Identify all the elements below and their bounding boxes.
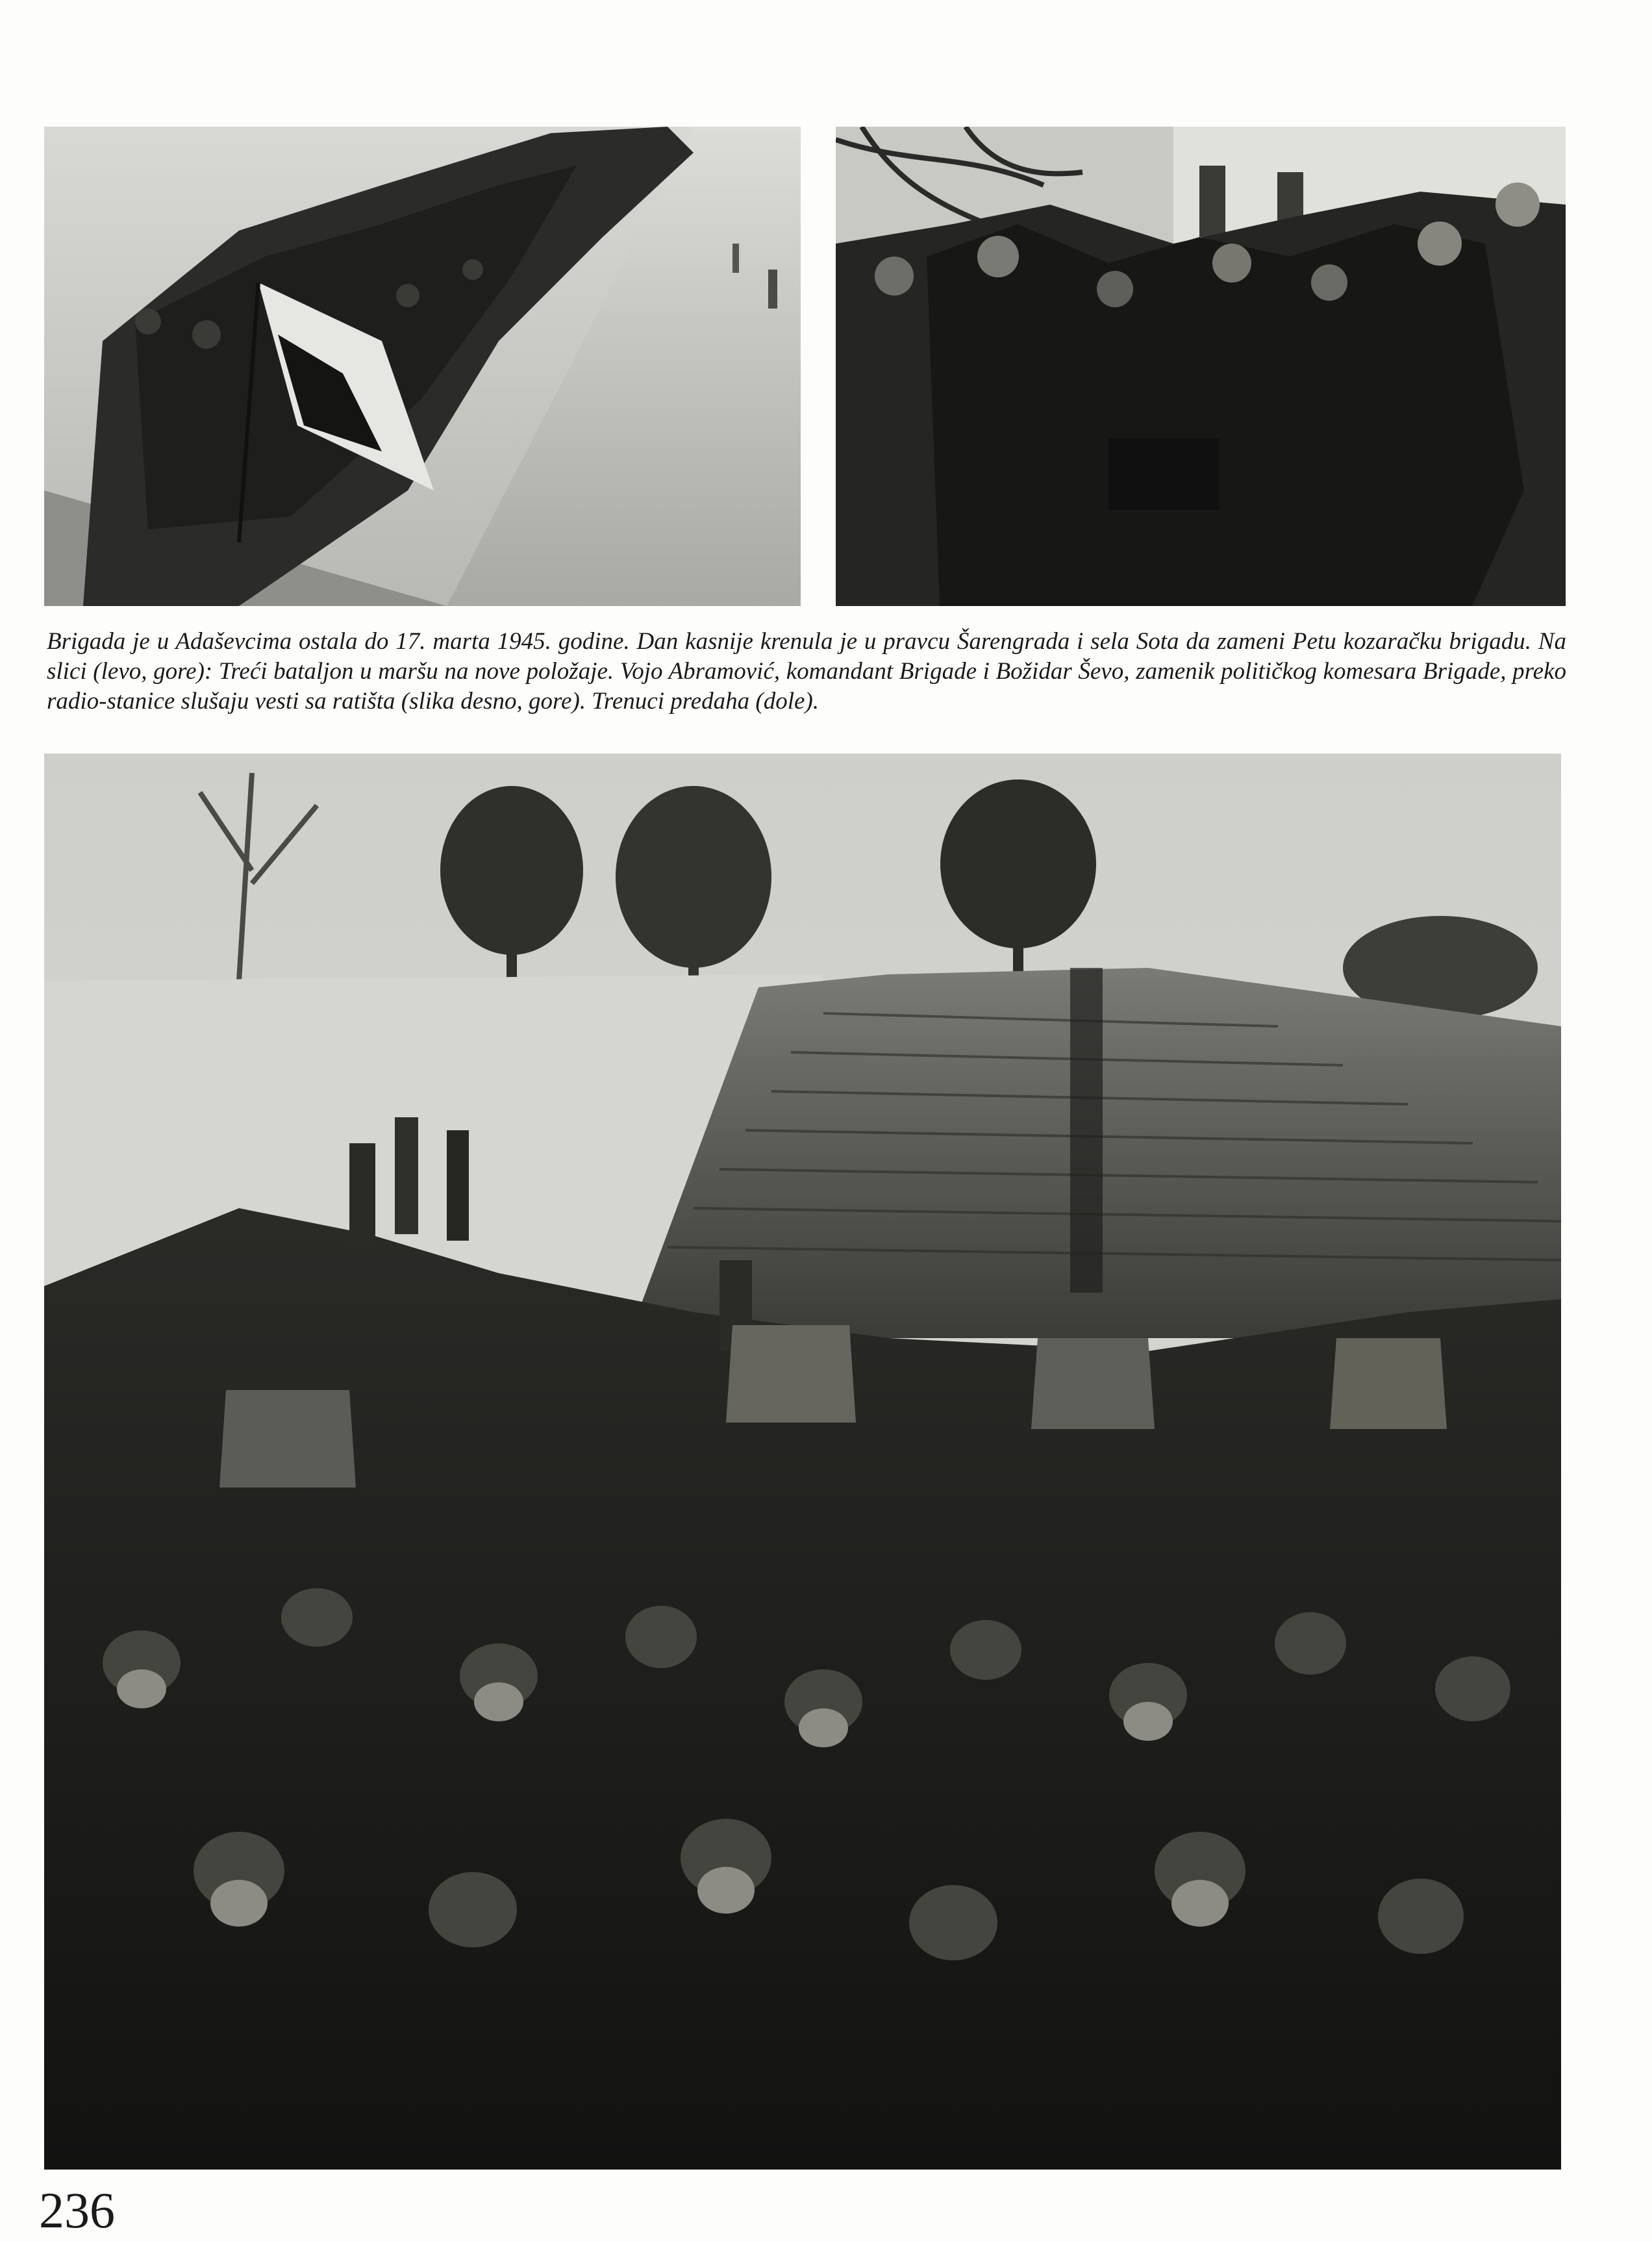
photo-radio-listening bbox=[836, 127, 1566, 606]
page-number: 236 bbox=[39, 2182, 115, 2238]
photo-caption: Brigada je u Adaševcima ostala do 17. marta 1945. godine. Dan kasnije krenula je u pravcu Šarengrada i sela Sota da zameni Petu kozaračku brigadu. Na slici (levo, gore): Treći bataljon u maršu na nove položaje. Vojo Abramović, komandant Brigade i Božidar Ševo, zamenik političkog komesara Brigade, preko radio-stanice slušaju vesti sa ratišta (slika desno, gore). Trenuci predaha (dole). bbox=[47, 628, 1566, 715]
photo-rest-break bbox=[44, 753, 1561, 2170]
photo-battalion-march bbox=[44, 127, 801, 606]
